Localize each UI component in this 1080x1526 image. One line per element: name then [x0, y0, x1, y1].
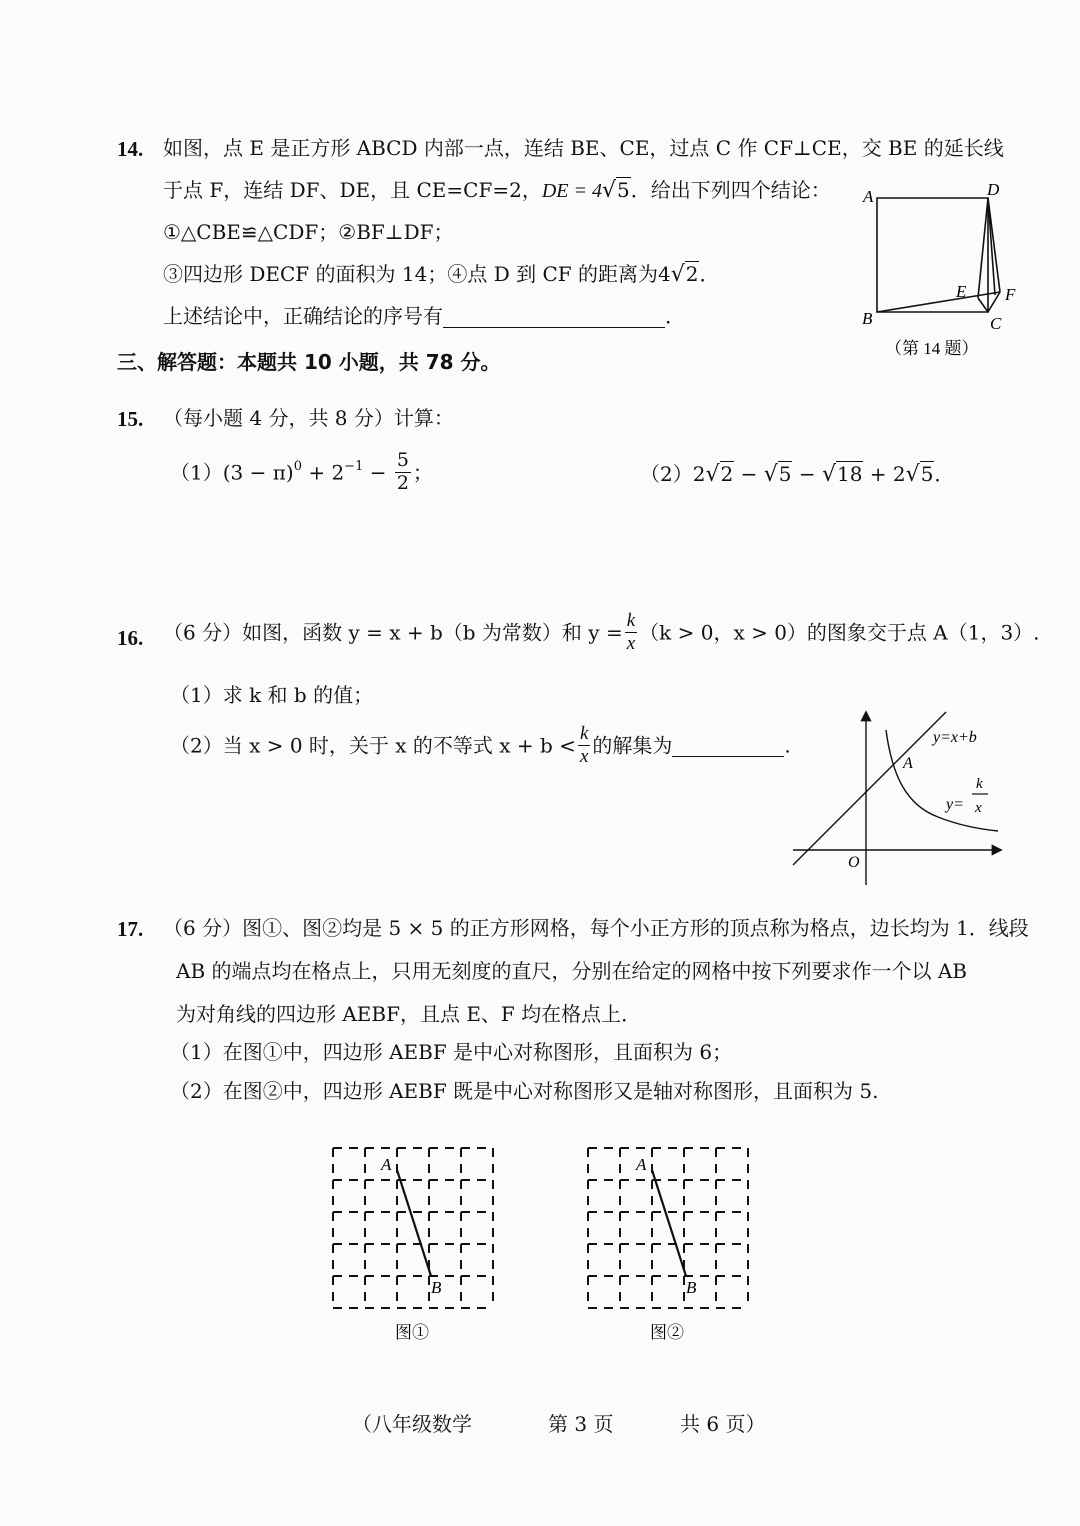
q16-line1: （6 分）如图，函数 y = x + b（b 为常数）和 y = $\frac{k}{x}$ （k > 0，x > 0）的图象交于点 A（1，3）.: [163, 610, 1040, 654]
q17-line3: 为对角线的四边形 AEBF，且点 E、F 均在格点上．: [176, 1002, 642, 1026]
q16-answer-blank[interactable]: [672, 734, 784, 757]
q15-part2: （2）2√2 − √5 − √18 + 2√5．: [640, 462, 955, 487]
q14-line1: 如图，点 E 是正方形 ABCD 内部一点，连结 BE、CE，过点 C 作 CF⊥CE，交 BE 的延长线: [163, 136, 1004, 160]
q17-figure-1: [325, 1138, 505, 1358]
line-y-x-b: [793, 712, 946, 865]
footer-subject: （八年级数学: [352, 1412, 472, 1436]
q14-line2: 于点 F，连结 DF、DE，且 CE=CF=2，DE = 4√5．给出下列四个结论：: [163, 178, 831, 203]
q15-intro: （每小题 4 分，共 8 分）计算：: [163, 406, 454, 430]
q16-part2: （2）当 x > 0 时，关于 x 的不等式 x + b < $\frac{k}{x}$ 的解集为 .: [170, 723, 791, 767]
q14-line3: ①△CBE≌△CDF；②BF⊥DF；: [163, 220, 454, 244]
label-a: A: [863, 187, 874, 206]
square-abcd: [877, 198, 988, 312]
q14-number: 14.: [117, 137, 144, 161]
line-label: y=x+b: [933, 729, 977, 746]
label-b-2: B: [686, 1278, 697, 1297]
fig1-caption: 图①: [395, 1323, 429, 1342]
curve-label: y=: [946, 796, 964, 813]
segment-cf: [988, 292, 1000, 312]
section3-title: 三、解答题：本题共 10 小题，共 78 分。: [117, 350, 501, 374]
segment-ab-1: [397, 1170, 431, 1276]
label-a-1: A: [381, 1155, 392, 1174]
q14-caption: （第 14 题）: [885, 339, 979, 358]
q15-number: 15.: [117, 407, 144, 431]
curve-label-num: k: [976, 776, 983, 792]
q15-part1: $(1)(3 - \pi)^0 + 2^{-1}$ − $\frac{5}{2}$ ；: [170, 449, 433, 494]
origin-label: O: [848, 854, 860, 871]
q14-answer-blank[interactable]: [443, 305, 665, 328]
segment-ec: [978, 298, 988, 312]
label-f: F: [1005, 285, 1016, 304]
q14-line5: 上述结论中，正确结论的序号有 ．: [163, 304, 685, 328]
q17-line1: （6 分）图①、图②均是 5 × 5 的正方形网格，每个小正方形的顶点称为格点，边长均为 1．线段: [163, 916, 1029, 940]
label-c: C: [990, 314, 1002, 333]
q16-number: 16.: [117, 626, 144, 650]
segment-de: [978, 198, 988, 298]
label-a-2: A: [636, 1155, 647, 1174]
label-d: D: [987, 180, 1000, 199]
q17-line2: AB 的端点均在格点上，只用无刻度的直尺，分别在给定的网格中按下列要求作一个以 AB: [176, 959, 967, 983]
q14-line4: ③四边形 DECF 的面积为 14；④点 D 到 CF 的距离为4√2．: [163, 262, 720, 287]
label-e: E: [956, 282, 967, 301]
curve-label-den: x: [975, 800, 982, 816]
q16-graph: [788, 705, 1008, 890]
q17-figure-2: [580, 1138, 760, 1358]
q17-part1: （1）在图①中，四边形 AEBF 是中心对称图形，且面积为 6；: [170, 1040, 733, 1064]
label-b: B: [862, 309, 873, 328]
segment-ab-2: [652, 1170, 686, 1276]
q14-figure: [855, 180, 1030, 365]
footer-page: 第 3 页: [548, 1412, 614, 1436]
label-b-1: B: [431, 1278, 442, 1297]
q17-number: 17.: [117, 917, 144, 941]
point-a-label: A: [903, 755, 913, 772]
q17-part2: （2）在图②中，四边形 AEBF 既是中心对称图形又是轴对称图形，且面积为 5.: [170, 1079, 879, 1103]
q16-part1: （1）求 k 和 b 的值；: [170, 683, 374, 707]
footer-total: 共 6 页）: [680, 1412, 766, 1436]
fig2-caption: 图②: [650, 1323, 684, 1342]
